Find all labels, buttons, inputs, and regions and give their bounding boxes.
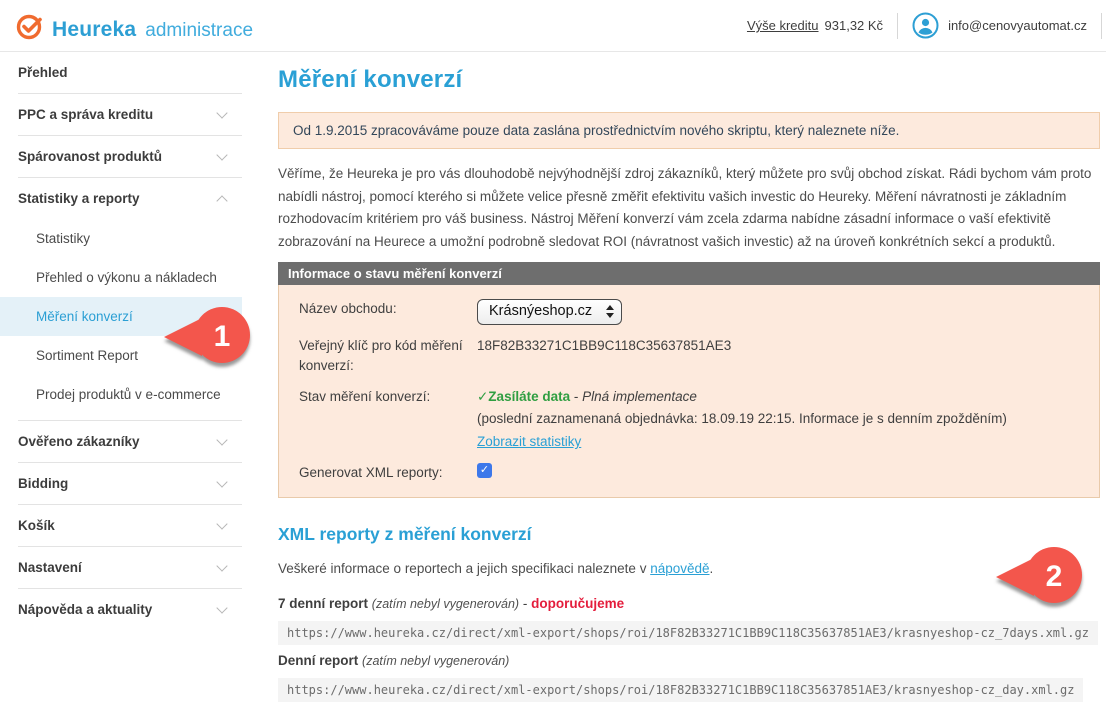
shop-label: Název obchodu: [299,300,397,316]
report-daily-url: https://www.heureka.cz/direct/xml-export/shops/roi/18F82B33271C1BB9C118C35637851AE3/krasnyeshop-cz_day.xml.gz [278,678,1083,702]
sidebar-item-label: Nastavení [18,560,82,575]
status-row [299,387,1079,453]
brand-suffix: administrace [145,20,254,41]
public-key-label: Veřejný klíč pro kód měření konverzí: [299,338,463,373]
chevron-up-icon [216,195,227,206]
step-2-number: 2 [1045,560,1063,593]
sidebar-item-prehled-o-vykonu[interactable]: Přehled o výkonu a nákladech [36,270,217,285]
sidebar-item-statistiky-a-reporty[interactable] [18,178,242,219]
chevron-down-icon [216,560,227,571]
chevron-down-icon [216,476,227,487]
xml-section-intro [278,561,1100,576]
status-label: Stav měření konverzí: [299,388,431,404]
user-avatar-icon [912,12,939,39]
chevron-down-icon [216,434,227,445]
xml-section-title: XML reporty z měření konverzí [278,523,532,544]
sidebar-item-label: Statistiky a reporty [18,191,140,206]
sidebar-item-label: Ověřeno zákazníky [18,434,140,449]
credit-link[interactable]: Výše kreditu [746,18,819,33]
chevron-down-icon [216,107,227,118]
sidebar-item-statistiky[interactable]: Statistiky [36,231,91,246]
sidebar-item-kosik[interactable] [18,505,242,546]
conversion-status-box [278,262,1100,498]
status-mode: Plná implementace [582,388,697,404]
report-7day-title: 7 denní report [278,595,369,611]
top-header [0,0,1106,52]
status-separator: - [570,388,583,404]
intro-paragraph: Věříme, že Heureka je pro vás dlouhodobě nejvýhodnější zdroj zákazníků, který můžete pro svůj obchod získat. Rádi bychom vám proto nabídli nástroj, pomocí kterého si můžete velice přesně změřit efektivitu vašich investic do Heureky. Měření návratnosti je základním rozhodovacím kritériem pro váš business. Nástroj Měření konverzí vám zcela zdarma nabídne zásadní informace o vaší efektivitě zobrazování na Heurece a umožní podrobně sledovat ROI (návratnost vašich investic) až na úroveň konkrétních sekcí a produktů. [278,166,1092,250]
xml-intro-prefix: Veškeré informace o reportech a jejich specifikaci naleznete v [278,560,651,576]
public-key-value: 18F82B33271C1BB9C118C35637851AE3 [477,338,732,354]
status-box-body [278,285,1100,498]
brand-name: Heureka [52,18,137,41]
step-2-badge [992,546,1086,608]
header-divider [897,13,898,39]
shop-select[interactable] [477,299,622,326]
report-7day-separator: - [519,595,532,611]
heureka-logo-icon [16,13,43,40]
sidebar-item-label: Spárovanost produktů [18,149,163,164]
heureka-logo[interactable] [16,9,253,42]
user-email: info@cenovyautomat.cz [948,18,1087,33]
report-daily-title: Denní report [278,652,359,668]
recommended-badge: doporučujeme [531,595,625,611]
chevron-down-icon [216,518,227,529]
show-statistics-link[interactable]: Zobrazit statistiky [477,434,582,450]
step-1-number: 1 [213,320,231,353]
report-7day-note: (zatím nebyl vygenerován) [371,596,520,611]
notice-text: Od 1.9.2015 zpracováváme pouze data zaslána prostřednictvím nového skriptu, který naleznete níže. [293,123,900,138]
sidebar-item-label: Bidding [18,476,69,491]
report-7day-heading [278,596,1100,611]
sidebar-item-overeno-zakazniky[interactable] [18,421,242,462]
sidebar-item-label: Nápověda a aktuality [18,602,153,617]
shop-row [299,299,1079,326]
xml-reports-checkbox[interactable]: ✓ [477,463,492,478]
shop-select-value: Krásnýeshop.cz [489,302,593,319]
status-ok-badge: ✓Zasíláte data [477,388,571,404]
chevron-down-icon [216,149,227,160]
xml-reports-row [299,463,1079,483]
xml-intro-suffix: . [709,560,714,576]
report-daily-note: (zatím nebyl vygenerován) [362,653,510,668]
sidebar-item-sortiment-report[interactable]: Sortiment Report [36,348,139,363]
sidebar-item-sparovanost-produktu[interactable] [18,136,242,177]
header-divider-2 [1101,13,1102,39]
help-link[interactable]: nápovědě [650,560,710,576]
select-arrows-icon [606,305,614,318]
notice-banner [278,112,1100,149]
public-key-row [299,336,1079,375]
report-daily-heading [278,653,1100,668]
sidebar-item-label: Přehled [18,65,68,80]
account-menu[interactable] [912,12,1087,39]
status-note: (poslední zaznamenaná objednávka: 18.09.19 22:15. Informace je s denním zpožděním) [477,410,1007,426]
sidebar-item-mereni-konverzi[interactable]: Měření konverzí [0,297,242,336]
sidebar-item-prodej-produktu-ecommerce[interactable]: Prodej produktů v e-commerce [36,387,221,402]
sidebar-item-label: Košík [18,518,55,533]
header-right [747,12,1106,39]
sidebar-item-label: PPC a správa kreditu [18,107,154,122]
sidebar-item-nastaveni[interactable] [18,547,242,588]
chevron-down-icon [216,602,227,613]
sidebar-item-prehled[interactable] [18,52,242,93]
main-content [242,52,1108,702]
page-title: Měření konverzí [278,66,463,93]
sidebar-item-bidding[interactable] [18,463,242,504]
step-1-badge [160,306,254,368]
sidebar-item-napoveda-a-aktuality[interactable] [18,589,242,630]
sidebar-item-ppc-a-sprava-kreditu[interactable] [18,94,242,135]
xml-reports-label: Generovat XML reporty: [299,465,443,481]
credit-value: 931,32 Kč [824,18,884,33]
report-7day-url: https://www.heureka.cz/direct/xml-export/shops/roi/18F82B33271C1BB9C118C35637851AE3/krasnyeshop-cz_7days.xml.gz [278,621,1098,645]
status-box-title: Informace o stavu měření konverzí [278,262,1100,285]
